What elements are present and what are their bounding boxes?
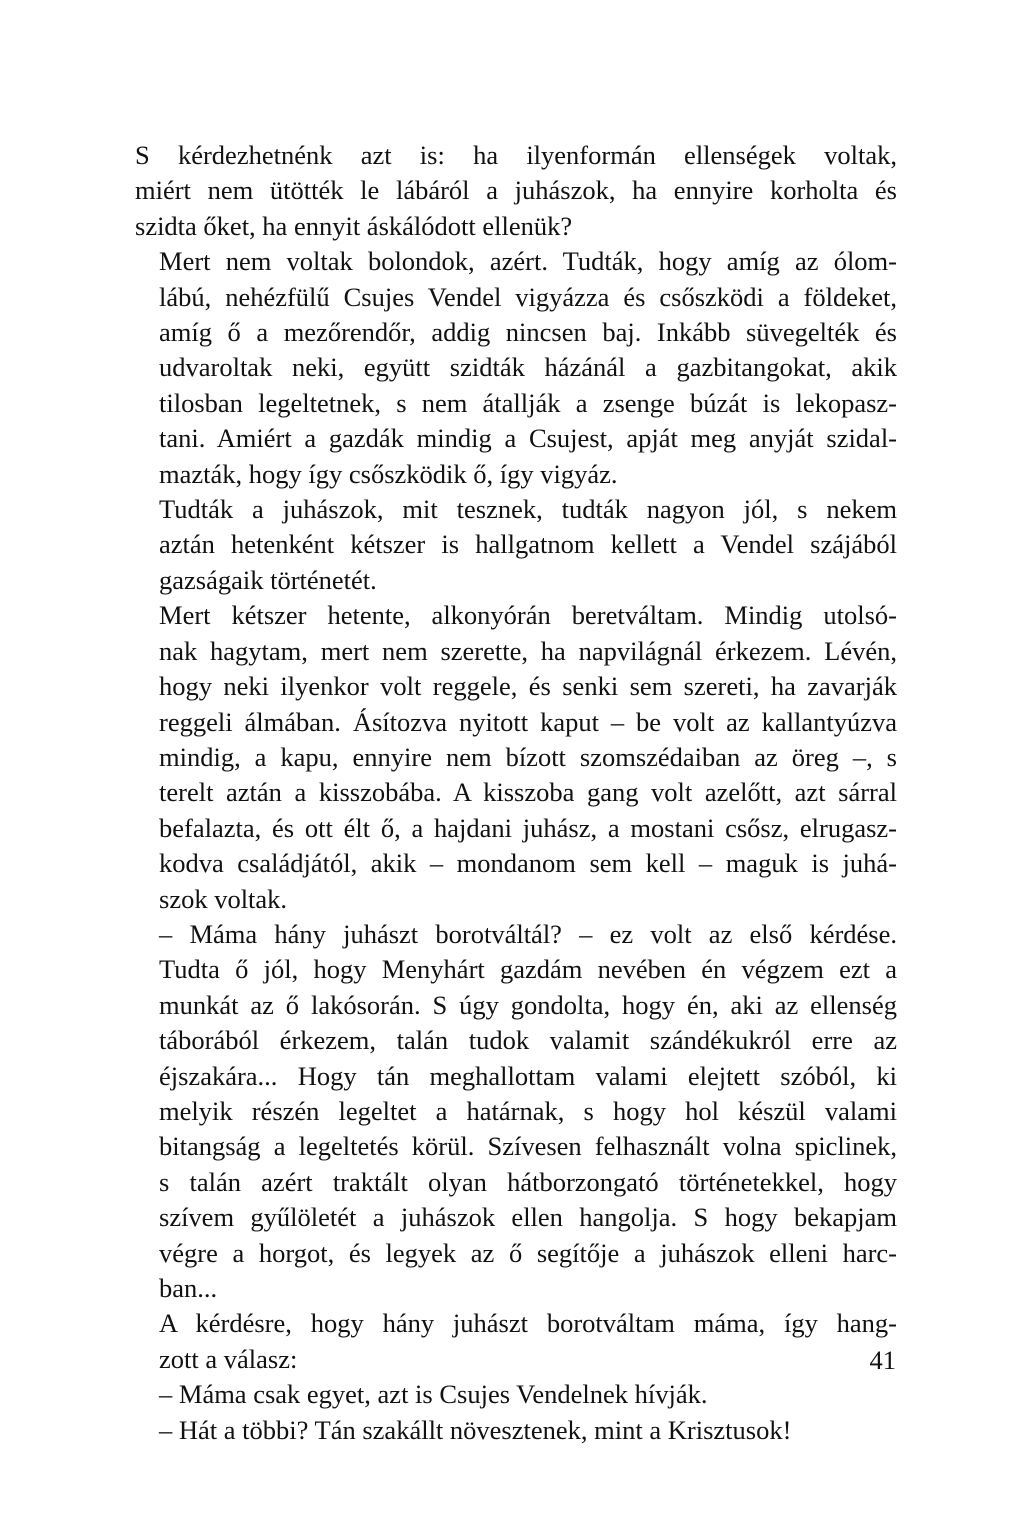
paragraph — [135, 1413, 897, 1448]
text-line: éjszakára... Hogy tán meghallottam valami elejtett szóból, ki — [159, 1060, 897, 1091]
text-line: táborából érkezem, talán tudok valamit szándékukról erre az — [159, 1025, 897, 1056]
text-line: befalazta, és ott élt ő, a hajdani juhász, a mostani csősz, elrugasz- — [159, 812, 897, 843]
text-line: melyik részén legeltet a határnak, s hogy hol készül valami — [159, 1095, 897, 1126]
page-number: 41 — [869, 1345, 896, 1375]
paragraph — [135, 1377, 897, 1412]
text-line: szok voltak. — [159, 883, 288, 914]
paragraph — [135, 1306, 897, 1377]
text-line: udvaroltak neki, együtt szidták házánál a gazbitangokat, akik — [159, 352, 897, 383]
text-line: aztán hetenként kétszer is hallgatnom kellett a Vendel szájából — [159, 529, 897, 560]
text-line: zott a válasz: — [159, 1343, 298, 1374]
text-line: Tudták a juhászok, mit tesznek, tudták nagyon jól, s nekem — [159, 494, 897, 525]
text-line: – Máma csak egyet, azt is Csujes Vendelnek hívják. — [159, 1379, 708, 1410]
text-line: A kérdésre, hogy hány juhászt borotváltam máma, így hang- — [159, 1308, 897, 1339]
text-line: – Hát a többi? Tán szakállt növesztenek, mint a Krisztusok! — [159, 1414, 792, 1445]
text-line: szidta őket, ha ennyit áskálódott ellenük? — [135, 210, 573, 241]
text-line: bitangság a legeltetés körül. Szívesen felhasznált volna spiclinek, — [159, 1131, 897, 1162]
text-line: Tudta ő jól, hogy Menyhárt gazdám nevében én végzem ezt a — [159, 954, 897, 985]
paragraph — [135, 917, 897, 1306]
text-line: reggeli álmában. Ásítozva nyitott kaput – be volt az kallantyúzva — [159, 706, 897, 737]
text-line: tani. Amiért a gazdák mindig a Csujest, apját meg anyját szidal- — [159, 423, 897, 454]
text-line: szívem gyűlöletét a juhászok ellen hangolja. S hogy bekapjam — [159, 1202, 897, 1233]
text-line: munkát az ő lakósorán. S úgy gondolta, hogy én, aki az ellenség — [159, 989, 897, 1020]
text-line: s talán azért traktált olyan hátborzongató történetekkel, hogy — [159, 1166, 897, 1197]
text-line: kodva családjától, akik – mondanom sem kell – maguk is juhá- — [159, 848, 897, 879]
text-line: lábú, nehézfülű Csujes Vendel vigyázza és csőszködi a földeket, — [159, 281, 897, 312]
text-line: Mert nem voltak bolondok, azért. Tudták, hogy amíg az ólom- — [159, 246, 897, 277]
paragraph — [135, 492, 897, 598]
text-line: mazták, hogy így csőszködik ő, így vigyáz. — [159, 458, 618, 489]
body-text — [135, 138, 897, 1448]
paragraph — [135, 138, 897, 244]
text-line: nak hagytam, mert nem szerette, ha napvilágnál érkezem. Lévén, — [159, 635, 897, 666]
text-line: hogy neki ilyenkor volt reggele, és senki sem szereti, ha zavarják — [159, 671, 897, 702]
paragraph — [135, 598, 897, 917]
text-line: – Máma hány juhászt borotváltál? – ez volt az első kérdése. — [159, 918, 897, 949]
text-line: végre a horgot, és legyek az ő segítője a juhászok elleni harc- — [159, 1237, 897, 1268]
text-line: mindig, a kapu, ennyire nem bízott szomszédaiban az öreg –, s — [159, 741, 897, 772]
text-line: S kérdezhetnénk azt is: ha ilyenformán ellenségek voltak, — [135, 140, 897, 170]
text-line: tilosban legeltetnek, s nem átallják a zsenge búzát is lekopasz- — [159, 387, 897, 418]
text-line: terelt aztán a kisszobába. A kisszoba gang volt azelőtt, azt sárral — [159, 777, 897, 808]
text-line: miért nem ütötték le lábáról a juhászok, ha ennyire korholta és — [135, 175, 897, 206]
text-line: Mert kétszer hetente, alkonyórán beretváltam. Mindig utolsó- — [159, 600, 897, 631]
paragraph — [135, 244, 897, 492]
text-line: ban... — [159, 1273, 218, 1303]
text-line: amíg ő a mezőrendőr, addig nincsen baj. Inkább süvegelték és — [159, 317, 897, 348]
text-line: gazságaik történetét. — [159, 564, 377, 595]
